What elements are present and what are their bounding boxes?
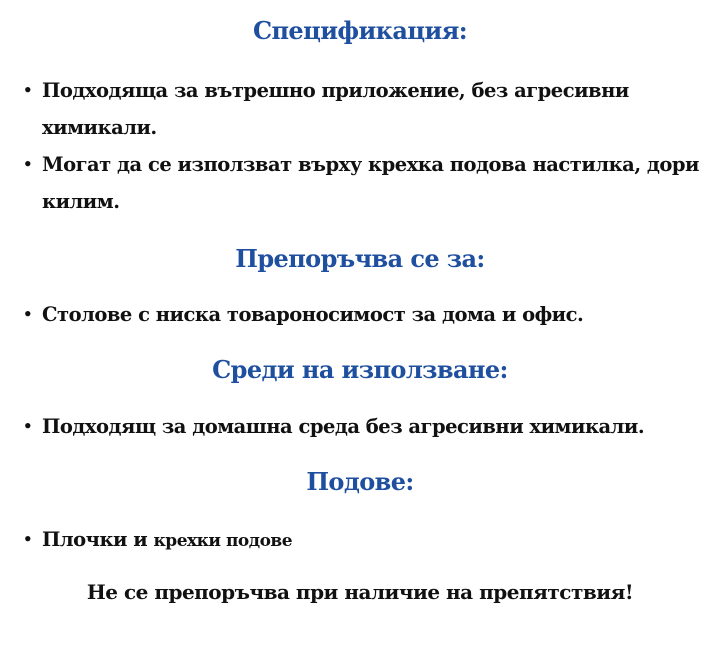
- section-heading-floors: Подове:: [306, 467, 414, 496]
- warning-note: Не се препоръчва при наличие на препятствия!: [86, 580, 634, 604]
- floors-list: [22, 521, 712, 560]
- list-item: [22, 408, 720, 445]
- bullet-icon: •: [23, 155, 33, 173]
- recommended-list: [22, 296, 712, 333]
- list-item-text: Столове с ниска товароносимост за дома и офис.: [42, 303, 584, 326]
- list-item: [22, 146, 702, 220]
- list-item-text-small: крехки подове: [153, 531, 293, 551]
- section-heading-environments: Среди на използване:: [212, 355, 508, 384]
- list-item: [22, 521, 712, 560]
- bullet-icon: •: [23, 417, 33, 435]
- list-item: [22, 296, 712, 333]
- list-item-text: Могат да се използват върху крехка подова настилка, дори килим.: [42, 153, 699, 213]
- section-heading-specification: Спецификация:: [252, 16, 468, 45]
- specification-list: [22, 72, 702, 220]
- bullet-icon: •: [23, 530, 33, 548]
- list-item-text: Плочки и: [42, 528, 154, 551]
- bullet-icon: •: [23, 81, 33, 99]
- list-item: [22, 72, 702, 146]
- section-heading-recommended-for: Препоръчва се за:: [235, 244, 485, 273]
- list-item-text: Подходящ за домашна среда без агресивни химикали.: [42, 415, 645, 438]
- bullet-icon: •: [23, 305, 33, 323]
- environments-list: [22, 408, 720, 445]
- list-item-text: Подходяща за вътрешно приложение, без агресивни химикали.: [42, 79, 629, 139]
